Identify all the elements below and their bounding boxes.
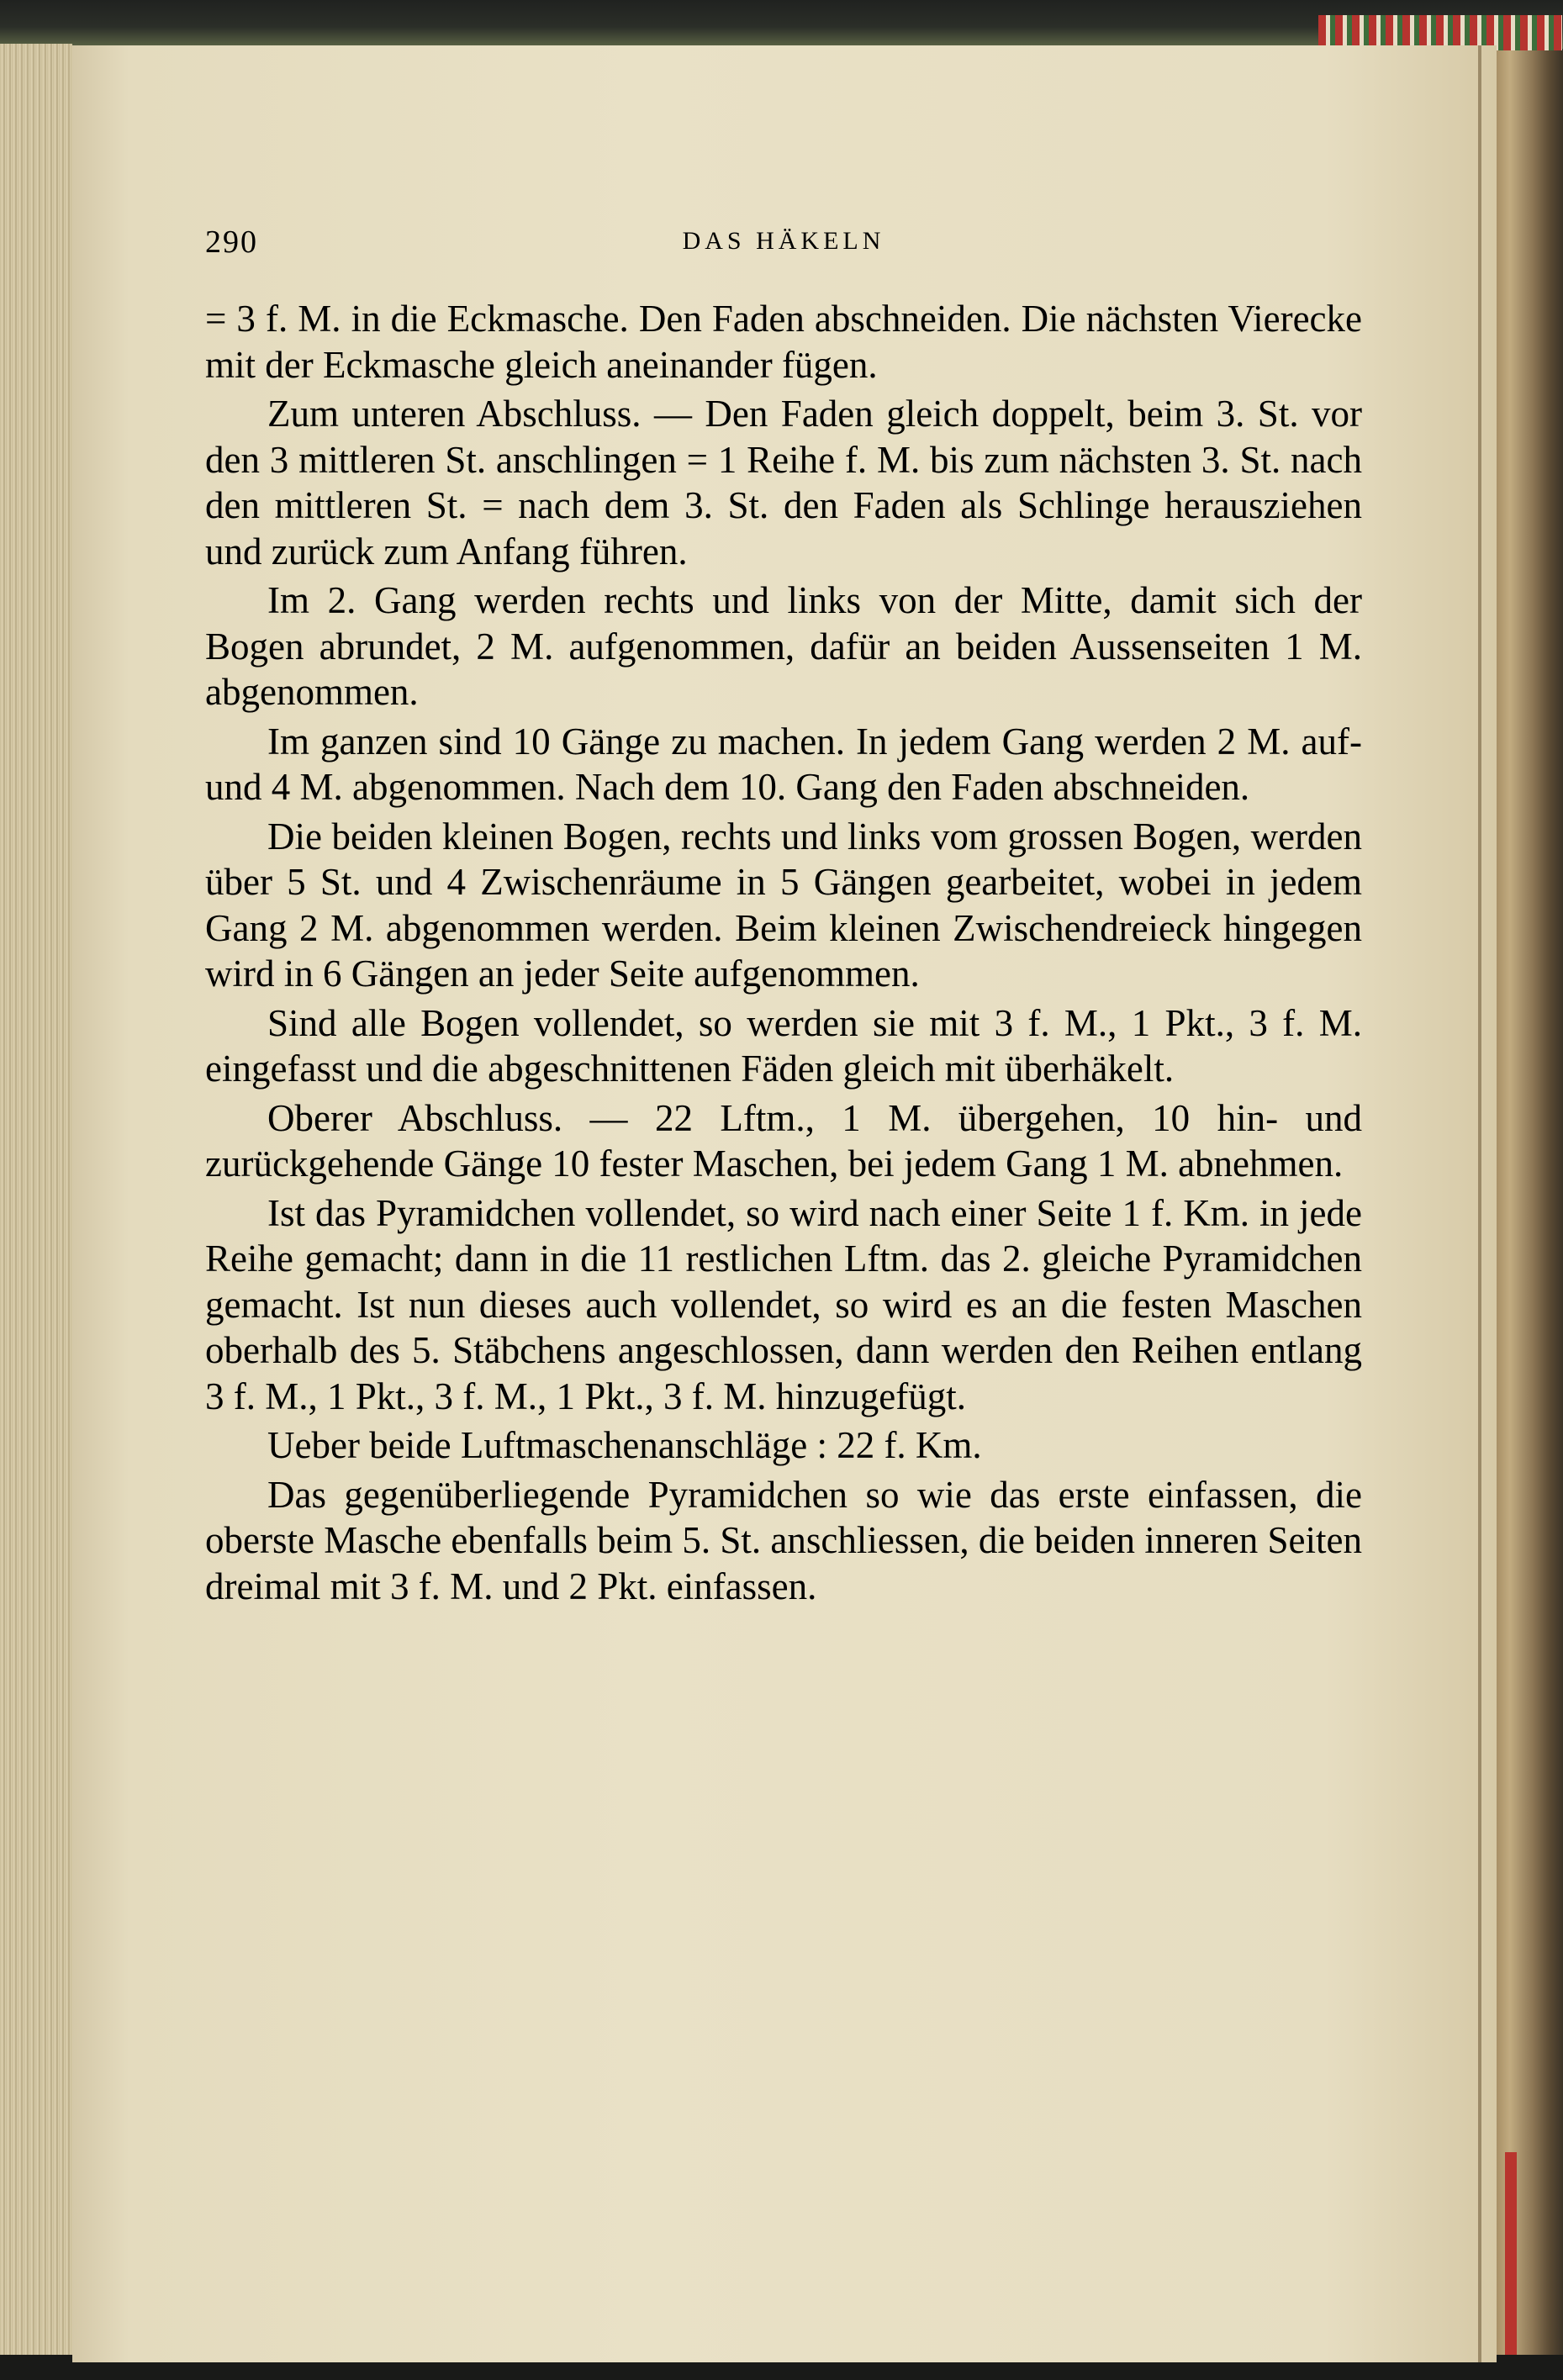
paragraph: Sind alle Bogen vollendet, so werden sie mit 3 f. M., 1 Pkt., 3 f. M. eingefasst und die abgeschnittenen Fäden gleich mit überhäkelt.	[205, 1001, 1362, 1090]
paragraph: Im ganzen sind 10 Gänge zu machen. In jedem Gang werden 2 M. auf- und 4 M. abgenommen. Nach dem 10. Gang den Faden abschneiden.	[205, 720, 1362, 808]
bookmark-ribbon	[1505, 2152, 1517, 2362]
paragraph: Ueber beide Luftmaschenanschläge : 22 f. Km.	[267, 1424, 982, 1466]
section-title: DAS HÄKELN	[682, 227, 885, 255]
facing-page-edge	[1497, 50, 1563, 2371]
paragraph: Zum unteren Abschluss. — Den Faden gleich doppelt, beim 3. St. vor den 3 mittleren St. anschlingen = 1 Reihe f. M. bis zum nächsten 3. St. nach den mittleren St. = nach dem 3. St. den Faden als Schlinge herausziehen und zurück zum Anfang führen.	[205, 393, 1362, 573]
gutter-shadow	[1478, 45, 1481, 2362]
paragraph: Oberer Abschluss. — 22 Lftm., 1 M. übergehen, 10 hin- und zurückgehende Gänge 10 fester Maschen, bei jedem Gang 1 M. abnehmen.	[205, 1096, 1362, 1185]
paragraph: Im 2. Gang werden rechts und links von der Mitte, damit sich der Bogen abrundet, 2 M. aufgenommen, dafür an beiden Aussenseiten 1 M. abgenommen.	[205, 579, 1362, 713]
paragraph: Die beiden kleinen Bogen, rechts und links vom grossen Bogen, werden über 5 St. und 4 Zwischenräume in 5 Gängen gearbeitet, wobei in jedem Gang 2 M. abgenommen werden. Beim kleinen Zwischendreieck hingegen wird in 6 Gängen an jeder Seite aufgenommen.	[205, 815, 1362, 995]
page-number: 290	[205, 224, 258, 260]
stacked-page-edges	[0, 44, 72, 2364]
paragraph: Das gegenüberliegende Pyramidchen so wie das erste einfassen, die oberste Masche ebenfalls beim 5. St. anschliessen, die beiden inneren Seiten dreimal mit 3 f. M. und 2 Pkt. einfassen.	[205, 1473, 1362, 1607]
paragraph: = 3 f. M. in die Eckmasche. Den Faden abschneiden. Die nächsten Vierecke mit der Eckmasche gleich aneinander fügen.	[205, 298, 1362, 386]
paragraph: Ist das Pyramidchen vollendet, so wird nach einer Seite 1 f. Km. in jede Reihe gemacht; dann in die 11 restlichen Lftm. das 2. gleiche Pyramidchen gemacht. Ist nun dieses auch vollendet, so wird es an die festen Maschen oberhalb des 5. Stäbchens angeschlossen, dann werden den Reihen entlang 3 f. M., 1 Pkt., 3 f. M., 1 Pkt., 3 f. M. hinzugefügt.	[205, 1191, 1362, 1417]
running-head	[205, 224, 1362, 274]
body-text	[205, 296, 1362, 1612]
